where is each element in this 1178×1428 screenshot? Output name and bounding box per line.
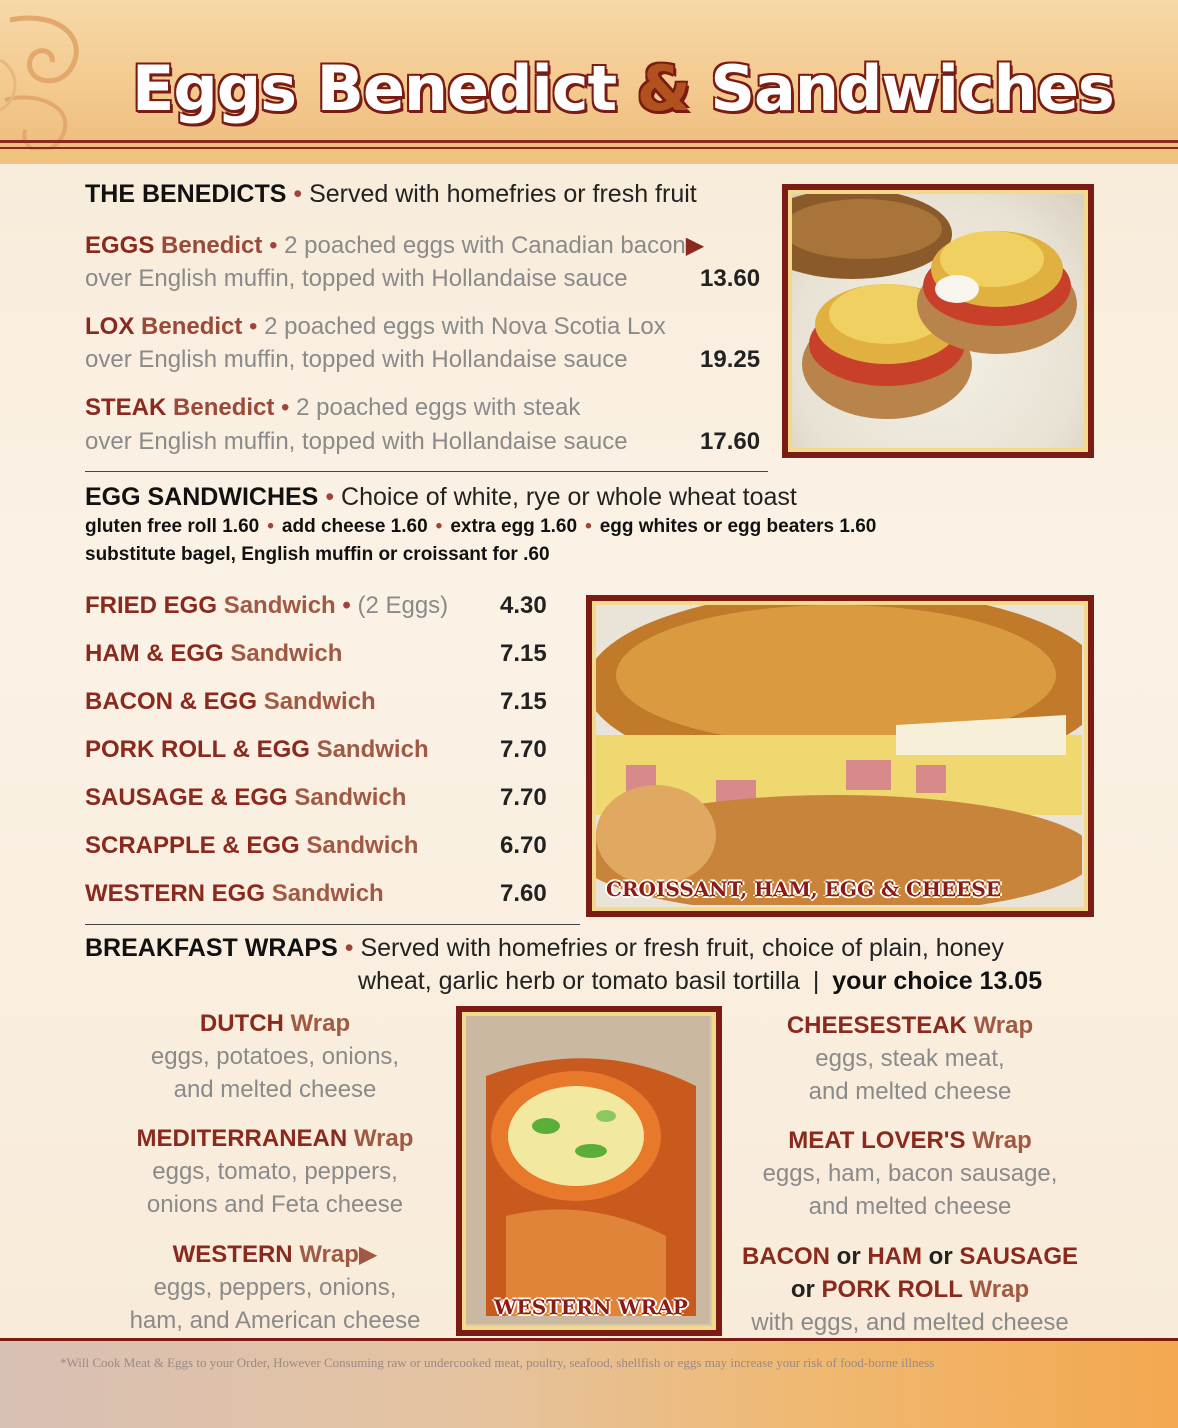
item-price: 19.25 — [700, 346, 761, 373]
item-type: Wrap — [972, 1127, 1032, 1154]
item-name: BACON & EGG — [85, 688, 258, 715]
menu-item-combo-wrap — [735, 1240, 1085, 1339]
benedicts-heading — [85, 180, 697, 209]
title-part: Sandwiches — [710, 52, 1114, 125]
item-type: Sandwich — [223, 592, 336, 619]
section-subtitle: wheat, garlic herb or tomato basil tortilla — [358, 967, 800, 995]
extra-option: gluten free roll 1.60 — [85, 516, 260, 537]
item-type: Wrap — [973, 1012, 1034, 1039]
menu-item-bacon-egg-sandwich — [85, 688, 376, 716]
item-price: 13.60 — [700, 265, 761, 292]
item-name: SCRAPPLE & EGG — [85, 832, 300, 859]
item-desc: and melted cheese — [808, 1193, 1012, 1220]
item-price: 7.70 — [500, 784, 547, 811]
title-ampersand: & — [636, 52, 690, 125]
header-band — [0, 150, 1178, 164]
item-name: SAUSAGE — [959, 1243, 1079, 1270]
bullet-icon: • — [267, 516, 274, 537]
item-name: MEDITERRANEAN — [136, 1125, 348, 1152]
item-name: PORK ROLL — [821, 1276, 963, 1303]
item-name: BACON — [741, 1243, 830, 1270]
egg-sandwiches-heading — [85, 483, 797, 512]
menu-item-meat-lovers-wrap — [735, 1124, 1085, 1223]
footnote: *Will Cook Meat & Eggs to your Order, However Consuming raw or undercooked meat, poultry, seafood, shellfish or eggs may increase your risk of food-borne illness — [60, 1355, 935, 1370]
bullet-icon: • — [344, 934, 354, 962]
item-name: SAUSAGE & EGG — [85, 784, 288, 811]
bullet-icon: • — [269, 232, 278, 259]
item-desc: and melted cheese — [173, 1076, 377, 1103]
menu-item-dutch-wrap — [100, 1007, 450, 1106]
bullet-icon: • — [342, 592, 351, 619]
menu-item-fried-egg-sandwich — [85, 592, 448, 620]
item-type: Wrap — [299, 1241, 359, 1268]
item-desc: and melted cheese — [808, 1078, 1012, 1105]
item-price: 6.70 — [500, 832, 547, 859]
western-wrap-photo — [456, 1006, 722, 1336]
item-desc: over English muffin, topped with Hollandaise sauce — [85, 428, 628, 455]
bullet-icon: • — [325, 483, 335, 511]
menu-item-western-egg-sandwich — [85, 880, 384, 908]
item-desc: over English muffin, topped with Hollandaise sauce — [85, 265, 628, 292]
bullet-icon: • — [249, 313, 258, 340]
item-desc: over English muffin, topped with Hollandaise sauce — [85, 346, 628, 373]
item-price: 17.60 — [700, 428, 761, 455]
item-type: Sandwich — [294, 784, 407, 811]
item-desc: ham, and American cheese — [129, 1307, 421, 1334]
menu-item-lox-benedict — [85, 313, 666, 341]
wraps-heading — [85, 934, 1004, 963]
item-type: Sandwich — [306, 832, 419, 859]
item-type: Benedict — [141, 313, 243, 340]
item-desc: 2 poached eggs with Canadian bacon — [284, 232, 686, 259]
item-desc: eggs, steak meat, — [815, 1045, 1005, 1072]
menu-item-eggs-benedict — [85, 231, 704, 260]
section-title: EGG SANDWICHES — [85, 483, 319, 511]
item-price: 7.60 — [500, 880, 547, 907]
section-subtitle: Served with homefries or fresh fruit — [309, 180, 697, 208]
photo-caption: WESTERN WRAP — [494, 1295, 688, 1319]
item-name: DUTCH — [199, 1010, 284, 1037]
item-desc: 2 poached eggs with Nova Scotia Lox — [264, 313, 666, 340]
page-title — [132, 52, 1114, 125]
menu-item-mediterranean-wrap — [100, 1122, 450, 1221]
item-name: HAM — [867, 1243, 922, 1270]
section-divider — [85, 471, 768, 472]
item-price: 7.15 — [500, 640, 547, 667]
item-desc: 2 poached eggs with steak — [296, 394, 581, 421]
item-desc: eggs, ham, bacon sausage, — [762, 1160, 1058, 1187]
bullet-icon: • — [585, 516, 592, 537]
item-desc: eggs, peppers, onions, — [153, 1274, 397, 1301]
bullet-icon: • — [293, 180, 303, 208]
croissant-sandwich-image — [596, 605, 1082, 905]
extra-option: extra egg 1.60 — [450, 516, 578, 537]
item-name: FRIED EGG — [85, 592, 218, 619]
decorative-swirl-icon — [0, 0, 110, 200]
item-price: 4.30 — [500, 592, 547, 619]
croissant-photo — [586, 595, 1094, 917]
sandwich-extras — [85, 516, 876, 538]
extra-option: egg whites or egg beaters 1.60 — [599, 516, 877, 537]
header-rule — [0, 147, 1178, 149]
section-title: THE BENEDICTS — [85, 180, 287, 208]
item-type: Sandwich — [316, 736, 429, 763]
title-part: Eggs Benedict — [132, 52, 617, 125]
item-type: Wrap — [290, 1010, 351, 1037]
photo-caption: CROISSANT, HAM, EGG & CHEESE — [606, 877, 1002, 901]
or-text: or — [790, 1276, 815, 1303]
item-type: Wrap — [353, 1125, 414, 1152]
item-type: Sandwich — [263, 688, 376, 715]
item-type: Wrap — [969, 1276, 1030, 1303]
item-type: Benedict — [161, 232, 263, 259]
section-title: BREAKFAST WRAPS — [85, 934, 338, 962]
wrap-price: your choice 13.05 — [832, 967, 1043, 995]
or-text: or — [928, 1243, 953, 1270]
item-type: Sandwich — [271, 880, 384, 907]
item-name: CHEESESTEAK — [786, 1012, 967, 1039]
item-type: Sandwich — [230, 640, 343, 667]
bullet-icon: • — [281, 394, 290, 421]
eggs-benedict-image — [792, 194, 1082, 446]
menu-item-sausage-egg-sandwich — [85, 784, 406, 812]
menu-item-steak-benedict — [85, 394, 580, 422]
menu-item-pork-roll-egg-sandwich — [85, 736, 429, 764]
item-name: PORK ROLL & EGG — [85, 736, 310, 763]
item-name: WESTERN — [172, 1241, 293, 1268]
item-desc: with eggs, and melted cheese — [751, 1309, 1069, 1336]
menu-item-scrapple-egg-sandwich — [85, 832, 418, 860]
item-price: 7.70 — [500, 736, 547, 763]
footer-rule — [0, 1338, 1178, 1341]
item-name: HAM & EGG — [85, 640, 224, 667]
bullet-icon: • — [435, 516, 443, 537]
item-desc: onions and Feta cheese — [146, 1191, 404, 1218]
separator: | — [812, 967, 820, 995]
item-note: (2 Eggs) — [357, 592, 449, 619]
item-name: WESTERN EGG — [85, 880, 266, 907]
section-subtitle: Choice of white, rye or whole wheat toast — [341, 483, 797, 511]
arrow-icon: ▶ — [685, 232, 705, 259]
header-rule — [0, 140, 1178, 143]
section-divider — [85, 924, 580, 925]
item-name: LOX — [85, 313, 135, 340]
item-desc: eggs, potatoes, onions, — [150, 1043, 400, 1070]
item-price: 7.15 — [500, 688, 547, 715]
extra-option: add cheese 1.60 — [281, 516, 428, 537]
western-wrap-image — [466, 1016, 710, 1324]
menu-item-western-wrap — [100, 1238, 450, 1337]
menu-item-ham-egg-sandwich — [85, 640, 342, 668]
item-name: STEAK — [85, 394, 167, 421]
arrow-icon: ▶ — [358, 1241, 378, 1268]
item-name: EGGS — [85, 232, 155, 259]
item-desc: eggs, tomato, peppers, — [152, 1158, 398, 1185]
menu-item-cheesesteak-wrap — [735, 1009, 1085, 1108]
sandwich-substitutes: substitute bagel, English muffin or croissant for .60 — [85, 544, 550, 565]
wraps-subtitle-line2 — [358, 967, 1042, 996]
benedict-photo — [782, 184, 1094, 458]
footer-band — [0, 1338, 1178, 1428]
item-name: MEAT LOVER'S — [788, 1127, 966, 1154]
item-type: Benedict — [173, 394, 275, 421]
or-text: or — [836, 1243, 861, 1270]
section-subtitle: Served with homefries or fresh fruit, choice of plain, honey — [360, 934, 1004, 962]
